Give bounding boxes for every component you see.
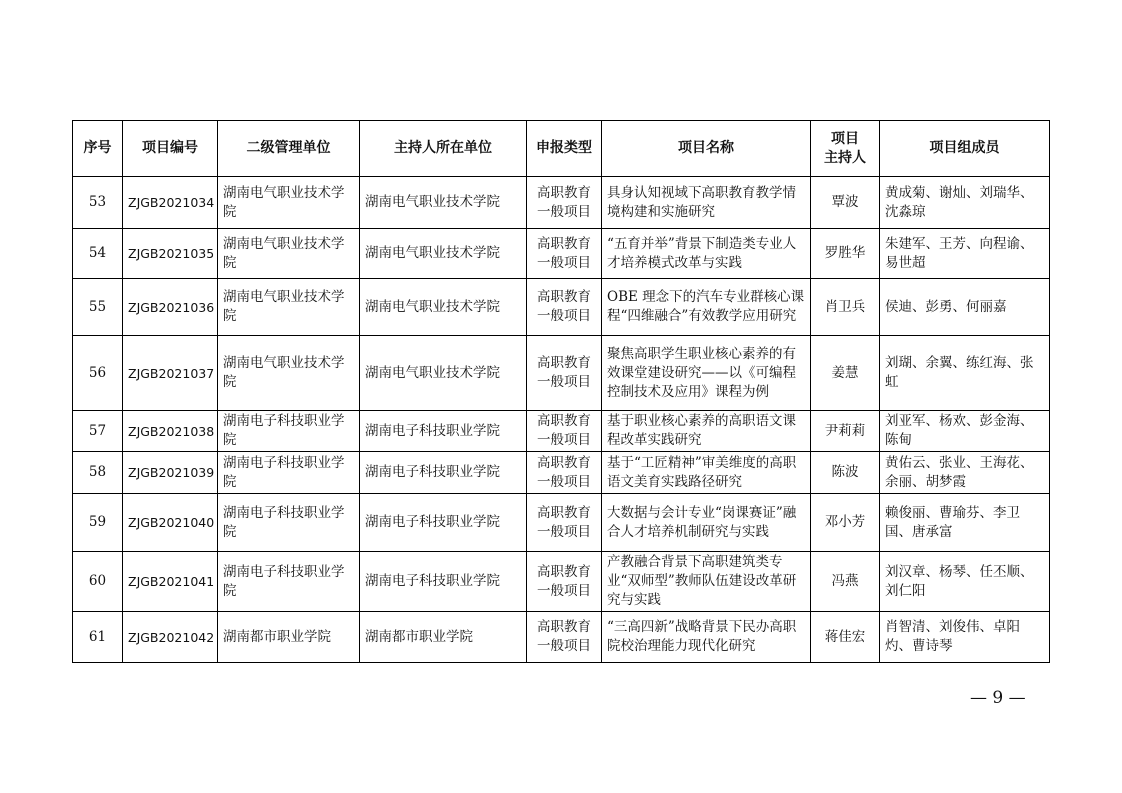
cell-members: 黄佑云、张业、王海花、余丽、胡梦霞: [880, 452, 1050, 494]
column-header: 二级管理单位: [218, 121, 360, 177]
cell-no: 59: [73, 494, 123, 552]
cell-code: ZJGB2021037: [123, 336, 218, 411]
table-row: [73, 411, 1050, 452]
cell-host-unit: 湖南电子科技职业学院: [360, 452, 527, 494]
cell-members: 肖智清、刘俊伟、卓阳灼、曹诗琴: [880, 612, 1050, 663]
cell-code: ZJGB2021041: [123, 552, 218, 612]
cell-admin-unit: 湖南电子科技职业学院: [218, 452, 360, 494]
cell-admin-unit: 湖南电气职业技术学院: [218, 229, 360, 279]
cell-code: ZJGB2021035: [123, 229, 218, 279]
table-row: [73, 229, 1050, 279]
cell-name: 聚焦高职学生职业核心素养的有效课堂建设研究——以《可编程控制技术及应用》课程为例: [602, 336, 811, 411]
cell-members: 刘亚军、杨欢、彭金海、陈甸: [880, 411, 1050, 452]
cell-members: 赖俊丽、曹瑜芬、李卫国、唐承富: [880, 494, 1050, 552]
table-row: [73, 279, 1050, 336]
cell-name: 产教融合背景下高职建筑类专业“双师型”教师队伍建设改革研究与实践: [602, 552, 811, 612]
cell-no: 57: [73, 411, 123, 452]
table-row: [73, 336, 1050, 411]
cell-type: 高职教育一般项目: [527, 552, 602, 612]
cell-members: 朱建军、王芳、向程谕、易世超: [880, 229, 1050, 279]
cell-admin-unit: 湖南电气职业技术学院: [218, 336, 360, 411]
cell-type: 高职教育一般项目: [527, 229, 602, 279]
column-header: 序号: [73, 121, 123, 177]
cell-no: 56: [73, 336, 123, 411]
cell-no: 54: [73, 229, 123, 279]
column-header: 申报类型: [527, 121, 602, 177]
cell-host-unit: 湖南电子科技职业学院: [360, 552, 527, 612]
cell-leader: 覃波: [811, 177, 880, 229]
table-row: [73, 494, 1050, 552]
cell-name: “五育并举”背景下制造类专业人才培养模式改革与实践: [602, 229, 811, 279]
cell-no: 58: [73, 452, 123, 494]
cell-host-unit: 湖南电气职业技术学院: [360, 229, 527, 279]
cell-admin-unit: 湖南电子科技职业学院: [218, 552, 360, 612]
cell-admin-unit: 湖南都市职业学院: [218, 612, 360, 663]
cell-leader: 蒋佳宏: [811, 612, 880, 663]
cell-host-unit: 湖南电子科技职业学院: [360, 494, 527, 552]
cell-name: OBE 理念下的汽车专业群核心课程“四维融合”有效教学应用研究: [602, 279, 811, 336]
cell-name: 大数据与会计专业“岗课赛证”融合人才培养机制研究与实践: [602, 494, 811, 552]
cell-members: 黄成菊、谢灿、刘瑞华、沈淼琼: [880, 177, 1050, 229]
cell-no: 53: [73, 177, 123, 229]
table-row: [73, 452, 1050, 494]
cell-code: ZJGB2021042: [123, 612, 218, 663]
table-body: [73, 177, 1050, 663]
column-header: 主持人所在单位: [360, 121, 527, 177]
cell-leader: 尹莉莉: [811, 411, 880, 452]
cell-name: 具身认知视域下高职教育教学情境构建和实施研究: [602, 177, 811, 229]
column-header: 项目 主持人: [811, 121, 880, 177]
cell-leader: 姜慧: [811, 336, 880, 411]
cell-no: 61: [73, 612, 123, 663]
table-row: [73, 612, 1050, 663]
cell-code: ZJGB2021038: [123, 411, 218, 452]
cell-admin-unit: 湖南电气职业技术学院: [218, 177, 360, 229]
cell-admin-unit: 湖南电子科技职业学院: [218, 494, 360, 552]
cell-leader: 罗胜华: [811, 229, 880, 279]
table-row: [73, 177, 1050, 229]
cell-code: ZJGB2021039: [123, 452, 218, 494]
cell-leader: 肖卫兵: [811, 279, 880, 336]
cell-admin-unit: 湖南电气职业技术学院: [218, 279, 360, 336]
cell-host-unit: 湖南电气职业技术学院: [360, 336, 527, 411]
column-header: 项目名称: [602, 121, 811, 177]
cell-type: 高职教育一般项目: [527, 177, 602, 229]
table-row: [73, 552, 1050, 612]
cell-type: 高职教育一般项目: [527, 411, 602, 452]
table-header-row: [73, 121, 1050, 177]
cell-type: 高职教育一般项目: [527, 494, 602, 552]
cell-leader: 陈波: [811, 452, 880, 494]
cell-admin-unit: 湖南电子科技职业学院: [218, 411, 360, 452]
cell-name: 基于“工匠精神”审美维度的高职语文美育实践路径研究: [602, 452, 811, 494]
cell-members: 刘瑚、余翼、练红海、张虹: [880, 336, 1050, 411]
cell-leader: 冯燕: [811, 552, 880, 612]
cell-members: 侯迪、彭勇、何丽嘉: [880, 279, 1050, 336]
cell-leader: 邓小芳: [811, 494, 880, 552]
cell-members: 刘汉章、杨琴、任丕顺、刘仁阳: [880, 552, 1050, 612]
cell-no: 60: [73, 552, 123, 612]
cell-type: 高职教育一般项目: [527, 336, 602, 411]
cell-name: 基于职业核心素养的高职语文课程改革实践研究: [602, 411, 811, 452]
project-table: [72, 120, 1050, 663]
page-number: — 9 —: [970, 688, 1026, 708]
cell-type: 高职教育一般项目: [527, 279, 602, 336]
cell-type: 高职教育一般项目: [527, 612, 602, 663]
cell-code: ZJGB2021040: [123, 494, 218, 552]
cell-code: ZJGB2021034: [123, 177, 218, 229]
cell-host-unit: 湖南电气职业技术学院: [360, 177, 527, 229]
cell-code: ZJGB2021036: [123, 279, 218, 336]
cell-host-unit: 湖南电子科技职业学院: [360, 411, 527, 452]
cell-host-unit: 湖南都市职业学院: [360, 612, 527, 663]
cell-type: 高职教育一般项目: [527, 452, 602, 494]
cell-no: 55: [73, 279, 123, 336]
cell-host-unit: 湖南电气职业技术学院: [360, 279, 527, 336]
column-header: 项目组成员: [880, 121, 1050, 177]
column-header: 项目编号: [123, 121, 218, 177]
cell-name: “三高四新”战略背景下民办高职院校治理能力现代化研究: [602, 612, 811, 663]
